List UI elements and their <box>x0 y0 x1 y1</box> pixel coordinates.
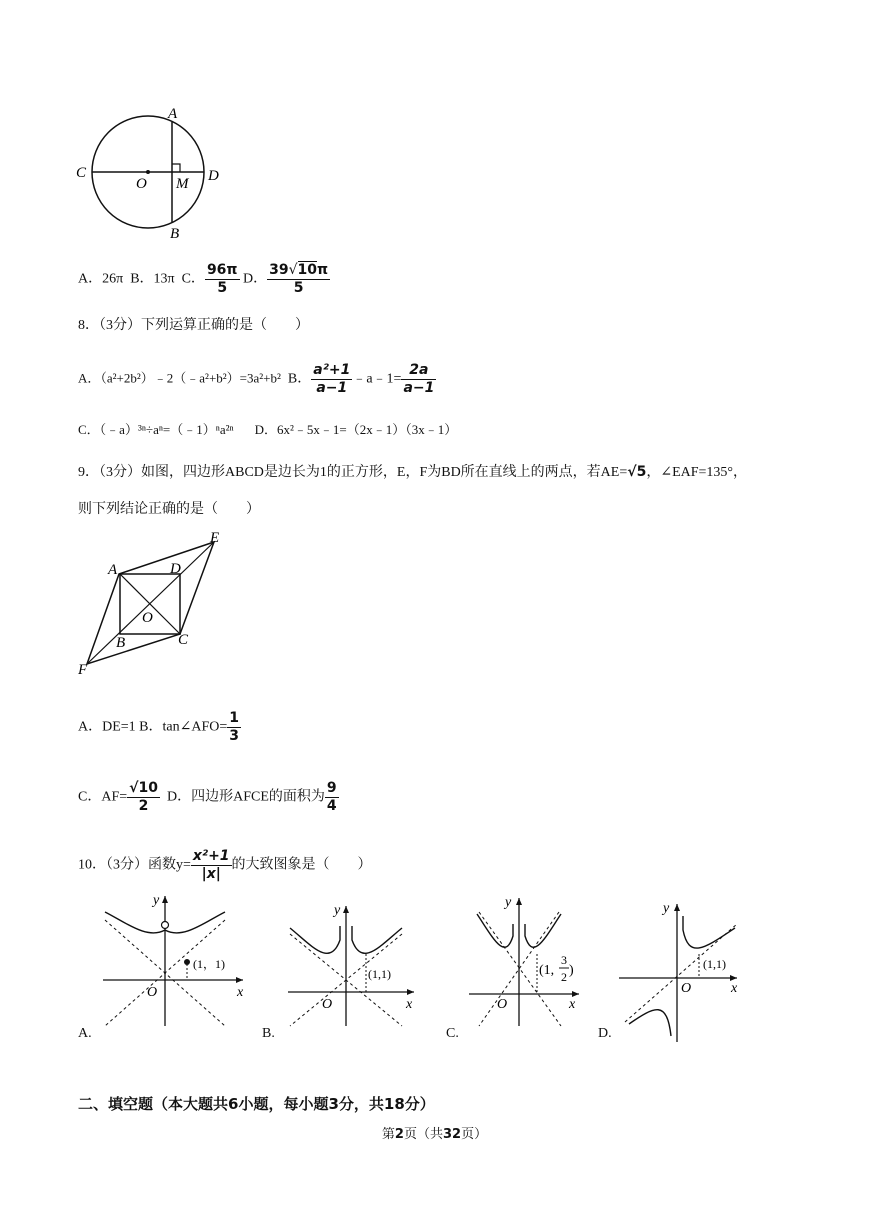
q7-d-den: 5 <box>293 280 304 296</box>
q8-b-frac2 <box>401 362 436 397</box>
graph-a <box>95 888 255 1028</box>
origin-label: O <box>497 997 508 1012</box>
q9-stem-rad: √5 <box>627 464 647 480</box>
label-f: F <box>78 662 88 678</box>
graph-b <box>282 898 422 1028</box>
y-label: y <box>663 901 670 916</box>
open-point <box>162 922 169 929</box>
label-b: B <box>170 226 180 242</box>
point-label: (1,1) <box>368 967 391 981</box>
q9-stem-3: 则下列结论正确的是（ ） <box>78 502 260 517</box>
q8-b-frac1 <box>311 362 352 397</box>
point-label-post: ) <box>569 963 574 978</box>
q7-c-den: 5 <box>217 280 228 296</box>
q9-stem-line1 <box>78 462 747 483</box>
q10-stem-1: 10．（3分）函数y= <box>78 857 191 873</box>
circle-figure <box>70 100 230 245</box>
q9-b-frac <box>227 710 241 745</box>
graph-c <box>465 890 595 1028</box>
q9-c-den: 2 <box>138 798 149 814</box>
q8-choice-c: C．（﹣a）³ⁿ÷aⁿ=（﹣1）ⁿa²ⁿ <box>78 422 234 437</box>
q7-c-num: 96π <box>206 262 238 278</box>
origin-label: O <box>147 985 158 1000</box>
q8-stem: 8．（3分）下列运算正确的是（ ） <box>78 318 309 333</box>
q7-d-pi: π <box>317 262 329 278</box>
curve-left <box>290 926 340 953</box>
graph-d-label: D. <box>598 1026 612 1041</box>
y-label: y <box>334 903 341 918</box>
q8-choice-a: A．（a²+2b²）﹣2（﹣a²+b²）=3a²+b² <box>78 370 281 386</box>
q10-den: |x| <box>201 866 221 882</box>
diagonal-bd-extended <box>87 542 214 664</box>
q7-choice-a: A．26π <box>78 271 124 287</box>
point-label-num: 3 <box>561 953 567 967</box>
q7-choices <box>78 262 330 297</box>
q10-num: x²+1 <box>192 848 230 864</box>
asymptote <box>625 924 737 1022</box>
q9-row-cd <box>78 780 339 815</box>
q10-stem-2: 的大致图象是（ ） <box>231 857 372 873</box>
q9-b-den: 3 <box>229 728 239 744</box>
q9-d-frac <box>325 780 339 815</box>
graph-b-label: B. <box>262 1026 275 1041</box>
q7-choice-c-prefix: C． <box>181 271 205 287</box>
q9-row-ab <box>78 710 241 745</box>
q8-b-den2: a−1 <box>403 380 435 396</box>
q7-d-coef: 39 <box>269 262 289 278</box>
q9-d-num: 9 <box>326 780 337 796</box>
curve-right <box>165 912 225 933</box>
footer-pre: 第 <box>381 1126 395 1141</box>
q7-choice-d-fraction: $\frac{39√10\pi}{5}$ <box>269 262 329 296</box>
q8-b-mid: ﹣a﹣1= <box>352 371 402 387</box>
label-c: C <box>76 165 87 181</box>
section-heading: 二、填空题（本大题共6小题，每小题3分，共18分） <box>78 1095 435 1113</box>
label-d: D <box>208 168 219 184</box>
q10-function-frac <box>191 848 232 883</box>
curve-left <box>477 914 513 947</box>
x-label: x <box>406 997 413 1012</box>
footer-post: 页） <box>461 1126 488 1141</box>
label-a: A <box>108 562 118 578</box>
page-footer <box>0 1123 869 1142</box>
label-c: C <box>178 632 189 648</box>
right-angle-mark <box>172 164 180 172</box>
square-figure <box>72 528 252 678</box>
curve-right <box>525 914 561 947</box>
graph-d <box>615 896 745 1046</box>
q9-stem-2: ，∠EAF=135°， <box>646 465 748 480</box>
q9-choice-d-prefix: D．四边形AFCE的面积为 <box>166 789 325 805</box>
x-label: x <box>731 981 738 996</box>
footer-total: 32 <box>442 1127 462 1142</box>
label-d: D <box>170 561 181 577</box>
q10-stem <box>78 848 372 883</box>
q7-d-rad: 10 <box>297 262 318 278</box>
graph-c-label: C. <box>446 1026 459 1041</box>
q9-choice-c-prefix: C．AF= <box>78 789 128 805</box>
q8-b-num1: a²+1 <box>313 362 351 378</box>
center-dot <box>146 170 150 174</box>
q8-choice-d: D．6x²﹣5x﹣1=（2x﹣1）（3x﹣1） <box>254 422 458 437</box>
q9-c-frac <box>127 780 160 815</box>
y-label: y <box>505 895 512 910</box>
x-label: x <box>569 997 576 1012</box>
point-1-1 <box>184 959 190 965</box>
origin-label: O <box>322 997 333 1012</box>
origin-label: O <box>681 981 692 996</box>
footer-page: 2 <box>394 1127 404 1142</box>
q8-row-ab <box>78 362 436 397</box>
label-b: B <box>116 635 126 651</box>
point-label: (1,1) <box>703 957 726 971</box>
curve-left <box>105 912 165 933</box>
curve-right <box>683 916 735 948</box>
label-e: E <box>210 530 220 546</box>
q8-choice-b-prefix: B． <box>287 371 312 387</box>
footer-mid: 页（共 <box>403 1126 443 1141</box>
label-o: O <box>142 610 153 626</box>
q9-b-num: 1 <box>229 710 239 726</box>
label-o: O <box>136 176 147 192</box>
q9-stem-1: 9．（3分）如图，四边形ABCD是边长为1的正方形，E，F为BD所在直线上的两点，若AE= <box>78 465 628 480</box>
q9-choice-a: A．DE=1 <box>78 719 136 735</box>
x-label: x <box>237 985 244 1000</box>
q7-choice-d-prefix: D． <box>243 271 268 287</box>
q8-b-den1: a−1 <box>316 380 348 396</box>
q8-b-num2: 2a <box>409 362 429 378</box>
q9-choice-b-prefix: B．tan∠AFO= <box>139 719 228 735</box>
graph-a-label: A. <box>78 1026 92 1041</box>
q9-c-num: √10 <box>129 780 158 796</box>
point-label-den: 2 <box>561 970 567 984</box>
q7-choice-b: B．13π <box>130 271 175 287</box>
point-label: (1，1) <box>193 957 225 971</box>
label-m: M <box>176 176 189 192</box>
q8-row-cd <box>78 420 457 441</box>
q9-d-den: 4 <box>326 798 337 814</box>
point-label-pre: (1, <box>539 963 555 978</box>
y-label: y <box>153 893 160 908</box>
label-a: A <box>168 106 178 122</box>
q7-choice-c-fraction <box>205 262 240 297</box>
curve-right <box>352 926 402 953</box>
